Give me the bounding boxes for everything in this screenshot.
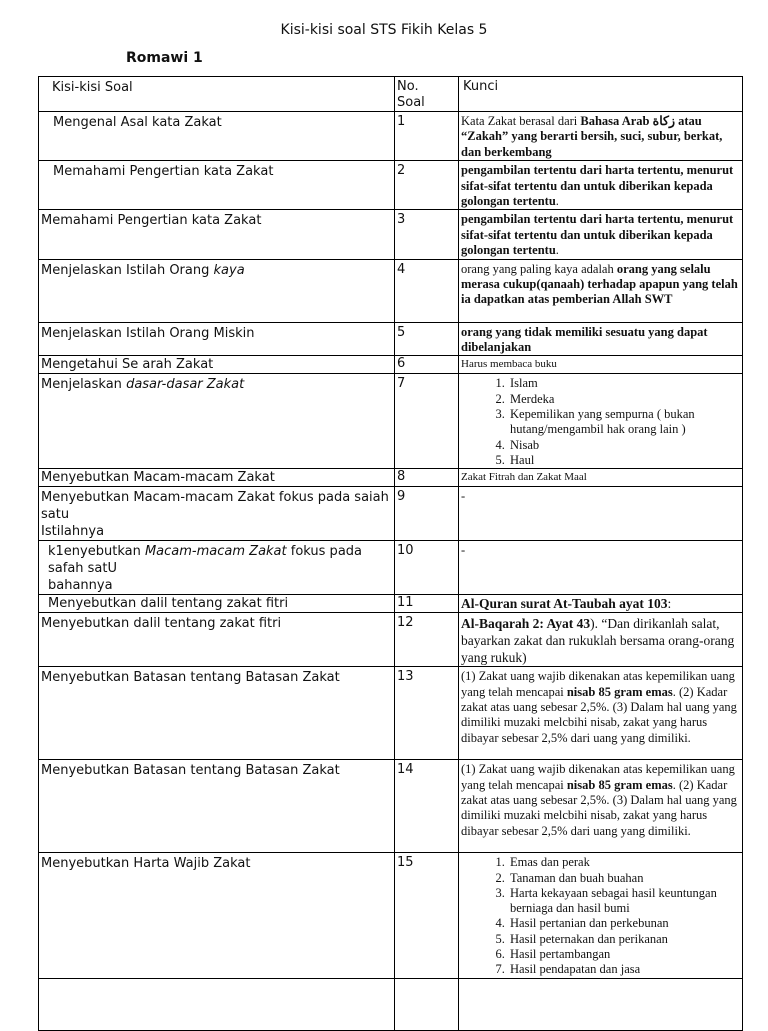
answer-list	[461, 376, 741, 468]
answer-bold-text: pengambilan tertentu dari harta tertentu, menurut sifat-sifat tertentu dan untuk diberikan kepada golongan tertentu	[461, 163, 734, 209]
row-answer: -	[459, 487, 743, 541]
indicator-italic-text: kaya	[213, 262, 245, 278]
row-number: 13	[395, 667, 459, 760]
row-answer	[459, 613, 743, 667]
row-indicator: Menyebutkan Harta Wajib Zakat	[39, 853, 395, 978]
indicator-text: Menyebutkan Macam-macam Zakat fokus pada saiah satu	[41, 490, 389, 523]
table-row	[39, 374, 743, 469]
table-row	[39, 541, 743, 595]
row-answer	[459, 322, 743, 356]
answer-bold-text: Al-Baqarah 2: Ayat 43	[461, 616, 591, 632]
row-number: 3	[395, 210, 459, 259]
list-item: 5. Haul	[508, 453, 741, 468]
indicator-text-line2: Istilahnya	[41, 524, 105, 540]
indicator-italic-text: Macam-macam Zakat	[144, 544, 287, 560]
table-row	[39, 853, 743, 978]
row-answer	[459, 595, 743, 613]
row-answer	[459, 760, 743, 853]
row-indicator: Menjelaskan Istilah Orang Miskin	[39, 322, 395, 356]
document-title: Kisi-kisi soal STS Fikih Kelas 5	[280, 22, 488, 38]
table-row	[39, 210, 743, 259]
table-row	[39, 760, 743, 853]
row-answer	[459, 667, 743, 760]
row-answer	[459, 210, 743, 259]
header-answer: Kunci	[459, 77, 743, 112]
list-item: 4. Hasil pertanian dan perkebunan	[508, 916, 741, 931]
indicator-text: k1enyebutkan	[48, 544, 145, 560]
answer-text: (1) Zakat uang wajib dikenakan atas kepemilikan uang yang telah mencapai	[461, 762, 735, 792]
answer-text: Kata Zakat berasal dari	[461, 114, 581, 128]
header-indicator: Kisi-kisi Soal	[39, 77, 395, 112]
row-answer: Harus membaca buku	[459, 356, 743, 374]
answer-bold-text: Bahasa Arab زكاة atau “Zakah” yang berarti bersih, suci, subur, berkat, dan berkembang	[461, 114, 723, 159]
indicator-text: Menjelaskan	[41, 377, 127, 393]
table-row	[39, 469, 743, 487]
indicator-text: Menjelaskan Istilah Orang	[41, 262, 214, 278]
answer-text: .	[555, 194, 559, 209]
answer-bold-text: nisab 85 gram emas	[566, 777, 673, 792]
answer-text-tail: . (2) Kadar zakat atas uang sebesar 2,5%. (3) Dalam hal uang yang dimiliki muzaki melcbihi nisab, zakat yang harus dibayar sebesar 2,5% dari uang yang dimiliki.	[461, 684, 737, 745]
table-row	[39, 487, 743, 541]
row-indicator: Menyebutkan dalil tentang zakat fitri	[39, 613, 395, 667]
list-item: 1. Emas dan perak	[508, 855, 741, 870]
row-indicator: Mengenal Asal kata Zakat	[39, 112, 395, 161]
empty-cell	[459, 978, 743, 1030]
row-indicator: Menyebutkan Batasan tentang Batasan Zakat	[39, 760, 395, 853]
row-answer	[459, 853, 743, 978]
row-answer	[459, 161, 743, 210]
row-number: 5	[395, 322, 459, 356]
indicator-text-tail: fokus pada safah satU	[48, 544, 362, 577]
row-indicator	[39, 259, 395, 322]
answer-bold-text: orang yang selalu merasa cukup(qanaah) terhadap apapun yang telah ia dapatkan atas pemberian Allah SWT	[461, 261, 738, 307]
list-item: 4. Nisab	[508, 438, 741, 453]
row-number: 8	[395, 469, 459, 487]
answer-text: :	[667, 596, 672, 612]
row-number: 2	[395, 161, 459, 210]
answer-bold-text: Al-Quran surat At-Taubah ayat 103	[461, 596, 668, 612]
table-row	[39, 595, 743, 613]
row-indicator	[39, 541, 395, 595]
row-answer	[459, 112, 743, 161]
row-answer	[459, 374, 743, 469]
table-row	[39, 667, 743, 760]
answer-text: orang yang paling kaya adalah	[461, 261, 617, 276]
row-number: 11	[395, 595, 459, 613]
list-item: 7. Hasil pendapatan dan jasa	[508, 962, 741, 977]
row-number: 4	[395, 259, 459, 322]
answer-text: .	[555, 243, 559, 258]
indicator-text-line2: bahannya	[48, 578, 113, 594]
row-number: 9	[395, 487, 459, 541]
row-indicator: Memahami Pengertian kata Zakat	[39, 210, 395, 259]
answer-bold-text: orang yang tidak memiliki sesuatu yang dapat dibelanjakan	[461, 324, 708, 355]
row-number: 12	[395, 613, 459, 667]
row-indicator: Menyebutkan Batasan tentang Batasan Zakat	[39, 667, 395, 760]
list-item: 2. Tanaman dan buah buahan	[508, 871, 741, 886]
header-row	[39, 77, 743, 112]
indicator-italic-text: dasar-dasar Zakat	[126, 377, 245, 393]
row-number: 10	[395, 541, 459, 595]
answer-text-tail: . (2) Kadar zakat atas uang sebesar 2,5%. (3) Dalam hal uang yang dimiliki muzaki melcbihi nisab, zakat yang harus dibayar sebesar 2,5% dari uang yang dimiliki.	[461, 777, 737, 838]
row-number: 7	[395, 374, 459, 469]
header-number-line1: No.	[397, 79, 419, 94]
list-item: 3. Kepemilikan yang sempurna ( bukan hutang/mengambil hak orang lain )	[508, 407, 741, 438]
table-row	[39, 613, 743, 667]
row-number: 15	[395, 853, 459, 978]
list-item: 3. Harta kekayaan sebagai hasil keuntungan berniaga dan hasil bumi	[508, 886, 741, 917]
table-row	[39, 161, 743, 210]
list-item: 5. Hasil peternakan dan perikanan	[508, 932, 741, 947]
empty-cell	[395, 978, 459, 1030]
answer-list	[461, 855, 741, 977]
row-answer: -	[459, 541, 743, 595]
row-indicator: Menyebutkan Macam-macam Zakat	[39, 469, 395, 487]
list-item: 6. Hasil pertambangan	[508, 947, 741, 962]
row-indicator	[39, 374, 395, 469]
table-row	[39, 259, 743, 322]
list-item: 2. Merdeka	[508, 392, 741, 407]
row-number: 1	[395, 112, 459, 161]
table-row	[39, 112, 743, 161]
row-indicator	[39, 487, 395, 541]
row-indicator: Mengetahui Se arah Zakat	[39, 356, 395, 374]
section-heading: Romawi 1	[126, 50, 203, 66]
row-number: 14	[395, 760, 459, 853]
table-row	[39, 322, 743, 356]
answer-text: ). “Dan dirikanlah salat, bayarkan zakat dan rukuklah bersama orang-orang yang rukuk)	[461, 616, 735, 666]
row-indicator: Menyebutkan dalil tentang zakat fitri	[39, 595, 395, 613]
row-indicator: Memahami Pengertian kata Zakat	[39, 161, 395, 210]
header-number	[395, 77, 459, 112]
answer-bold-text: nisab 85 gram emas	[566, 684, 673, 699]
empty-row	[39, 978, 743, 1030]
answer-bold-text: pengambilan tertentu dari harta tertentu, menurut sifat-sifat tertentu dan untuk diberikan kepada golongan tertentu	[461, 212, 734, 258]
list-item: 1. Islam	[508, 376, 741, 391]
grid-table	[38, 76, 743, 1031]
row-number: 6	[395, 356, 459, 374]
header-number-line2: Soal	[397, 95, 425, 110]
row-answer	[459, 259, 743, 322]
row-answer: Zakat Fitrah dan Zakat Maal	[459, 469, 743, 487]
table-row	[39, 356, 743, 374]
empty-cell	[39, 978, 395, 1030]
answer-text: (1) Zakat uang wajib dikenakan atas kepemilikan uang yang telah mencapai	[461, 669, 735, 699]
